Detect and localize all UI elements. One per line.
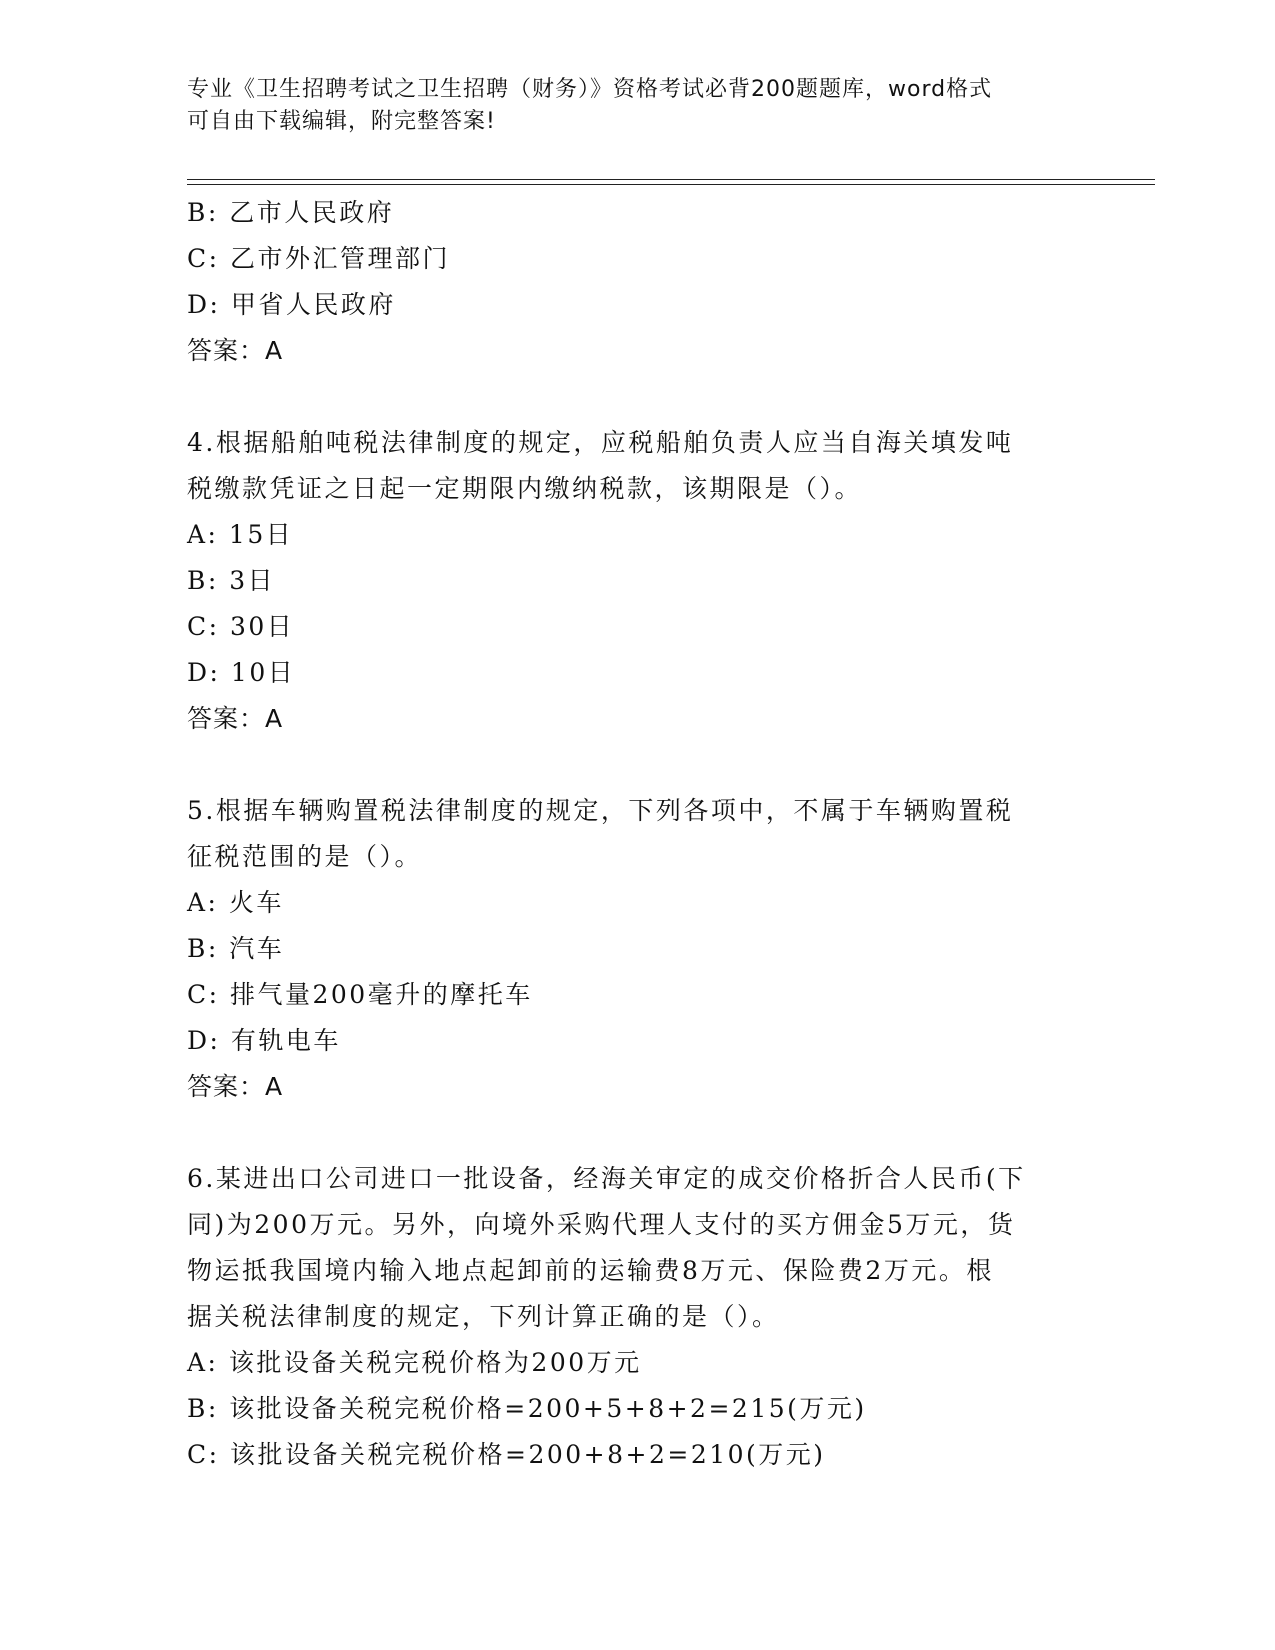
question-stem-line: 税缴款凭证之日起一定期限内缴纳税款，该期限是（）。 xyxy=(187,474,863,503)
spacer xyxy=(187,374,1087,420)
question-stem-line: 4.根据船舶吨税法律制度的规定，应税船舶负责人应当自海关填发吨 xyxy=(187,428,1014,457)
option-d: D: 10日 xyxy=(187,658,296,687)
answer-label: 答案：A xyxy=(187,1072,284,1101)
question-6 xyxy=(187,1156,1087,1478)
option-b: B: 乙市人民政府 xyxy=(187,198,395,227)
option-b: B: 汽车 xyxy=(187,934,285,963)
question-stem-line: 6.某进出口公司进口一批设备，经海关审定的成交价格折合人民币(下 xyxy=(187,1164,1026,1193)
question-stem-line: 同)为200万元。另外，向境外采购代理人支付的买方佣金5万元，货 xyxy=(187,1210,1016,1239)
question-4 xyxy=(187,420,1087,742)
option-c: C: 排气量200毫升的摩托车 xyxy=(187,980,533,1009)
option-a: A: 该批设备关税完税价格为200万元 xyxy=(187,1348,642,1377)
spacer xyxy=(187,742,1087,788)
option-a: A: 火车 xyxy=(187,888,284,917)
question-stem-line: 据关税法律制度的规定，下列计算正确的是（）。 xyxy=(187,1302,780,1331)
question-5 xyxy=(187,788,1087,1110)
header-line-2: 可自由下载编辑，附完整答案! xyxy=(187,109,496,134)
question-stem-line: 5.根据车辆购置税法律制度的规定，下列各项中，不属于车辆购置税 xyxy=(187,796,1014,825)
question-stem-line: 物运抵我国境内输入地点起卸前的运输费8万元、保险费2万元。根 xyxy=(187,1256,994,1285)
option-c: C: 该批设备关税完税价格=200+8+2=210(万元) xyxy=(187,1440,826,1469)
spacer xyxy=(187,1110,1087,1156)
option-b: B: 该批设备关税完税价格=200+5+8+2=215(万元) xyxy=(187,1394,867,1423)
question-list xyxy=(187,190,1087,1478)
option-d: D: 有轨电车 xyxy=(187,1026,341,1055)
question-stem-line: 征税范围的是（）。 xyxy=(187,842,423,871)
option-c: C: 乙市外汇管理部门 xyxy=(187,244,450,273)
answer-label: 答案：A xyxy=(187,704,284,733)
answer-label: 答案：A xyxy=(187,336,284,365)
header-divider-top xyxy=(187,179,1155,180)
option-c: C: 30日 xyxy=(187,612,295,641)
header-divider-bottom xyxy=(187,184,1155,185)
option-a: A: 15日 xyxy=(187,520,294,549)
page-header xyxy=(187,74,1067,138)
question-3-continued xyxy=(187,190,1087,374)
option-b: B: 3日 xyxy=(187,566,276,595)
option-d: D: 甲省人民政府 xyxy=(187,290,396,319)
header-line-1: 专业《卫生招聘考试之卫生招聘（财务）》资格考试必背200题题库，word格式 xyxy=(187,77,993,102)
